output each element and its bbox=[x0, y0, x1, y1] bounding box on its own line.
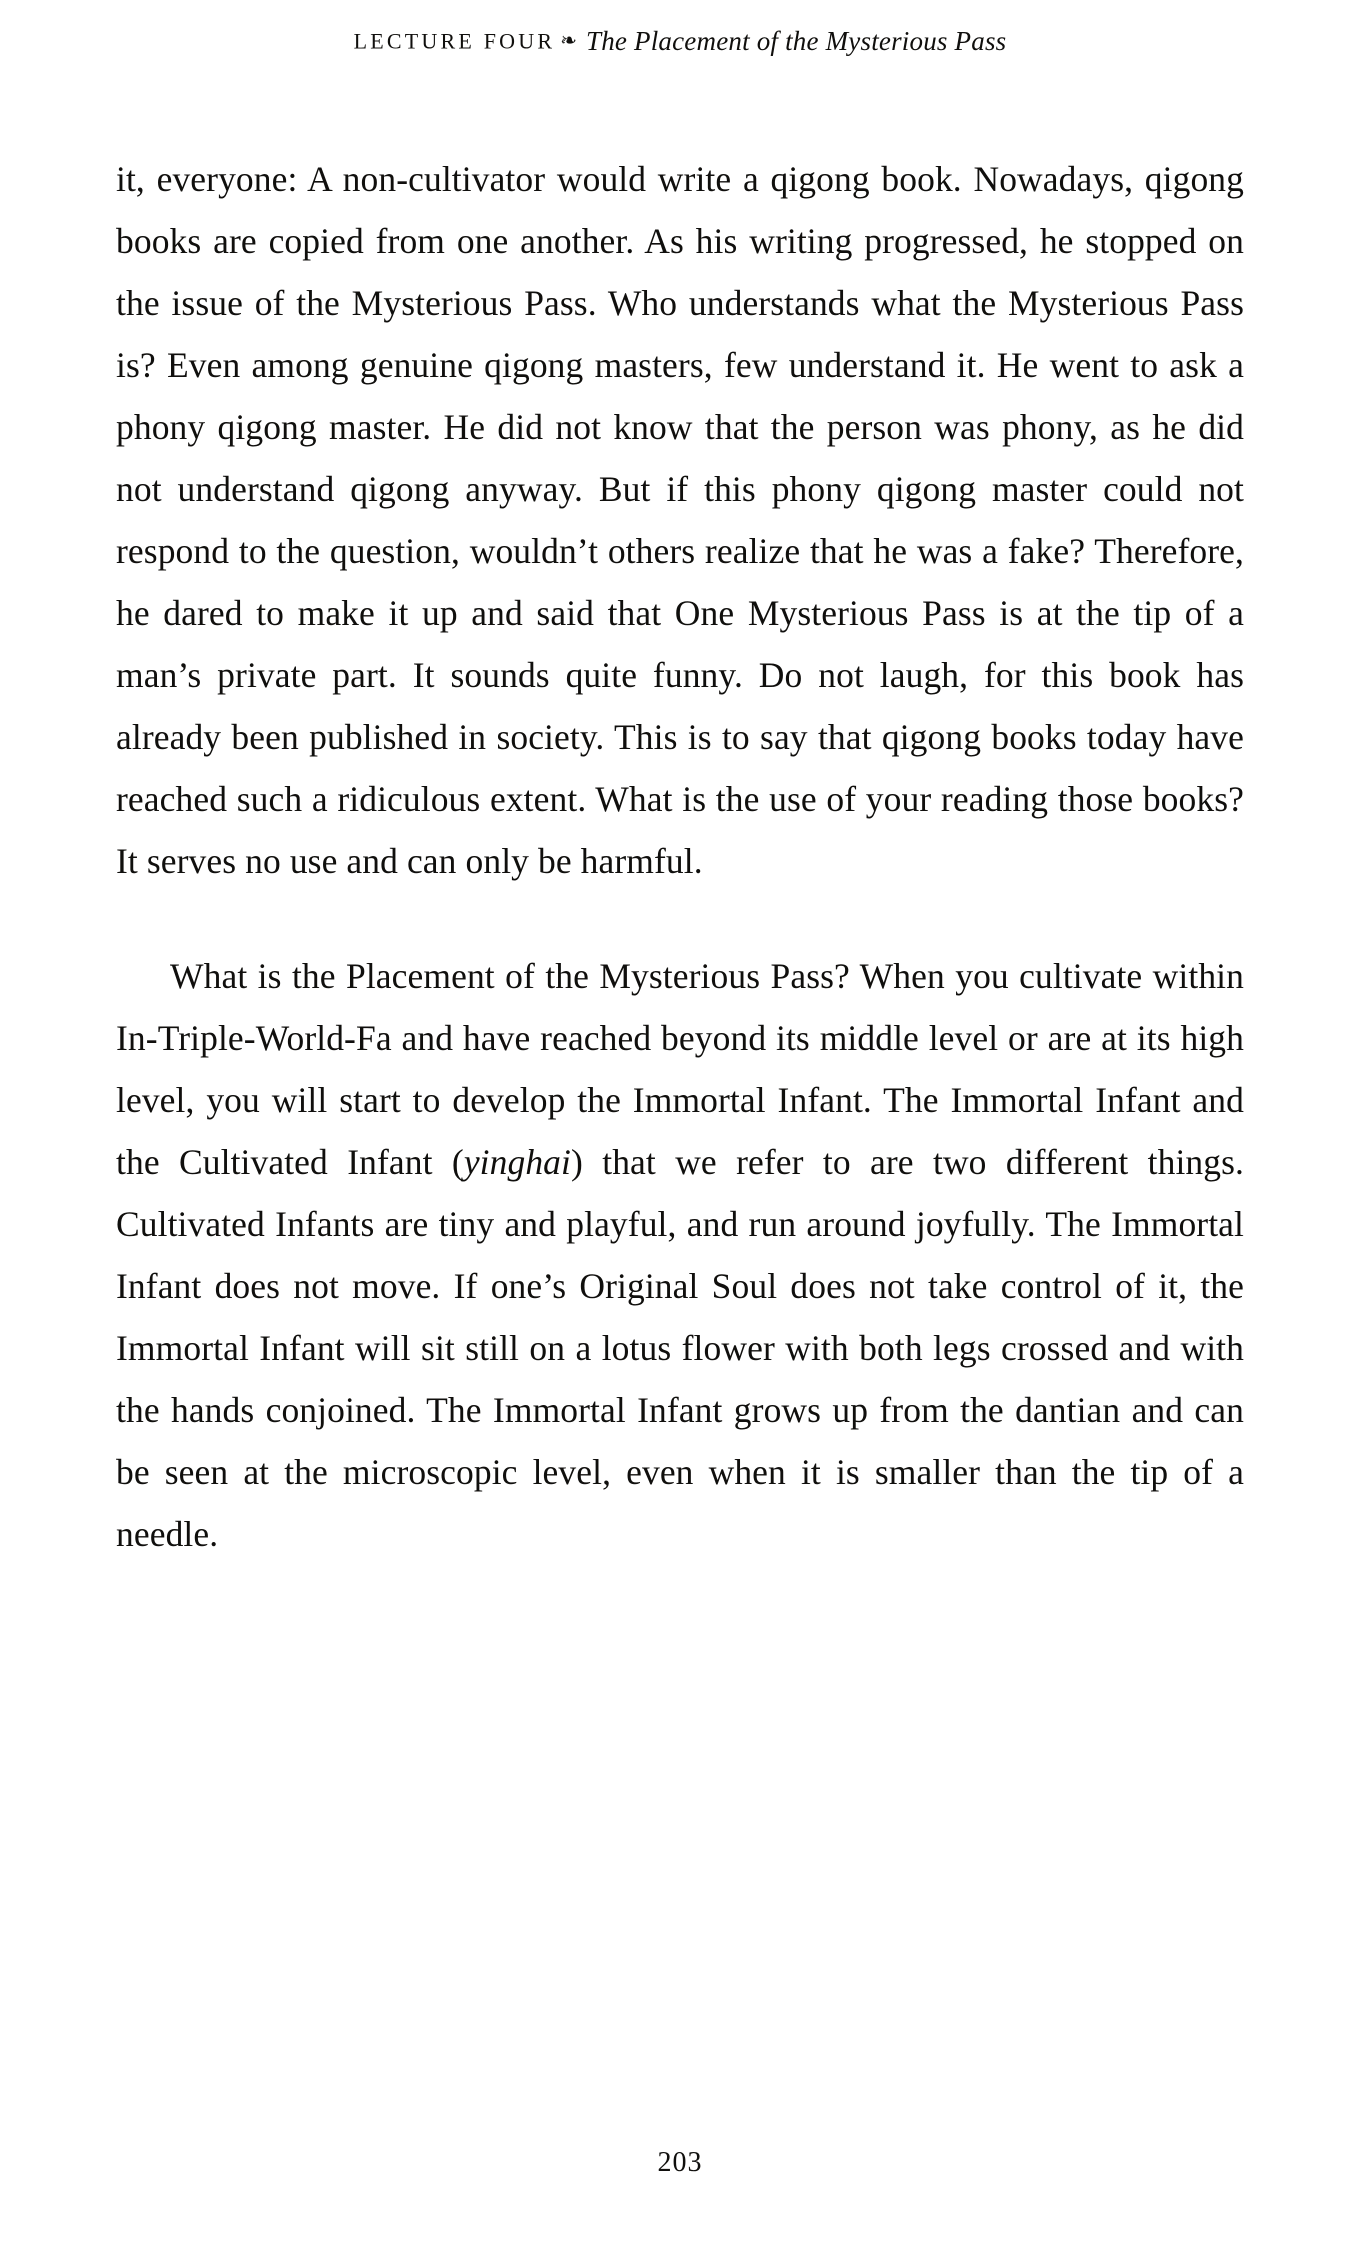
italic-term: yinghai bbox=[463, 1142, 571, 1182]
page-number: 203 bbox=[657, 2147, 703, 2178]
running-head-lecture-label: LECTURE FOUR bbox=[353, 28, 556, 54]
paragraph: What is the Placement of the Mysterious Pass? When you cultivate within In-Triple-World-Fa and have reached beyond its middle level or are at its high level, you will start to develop the Immortal Infant. The Immortal Infant and the Cultivated Infant (yinghai) that we refer to are two different things. Cultivated Infants are tiny and playful, and run around joyfully. The Immortal Infant does not move. If one’s Original Soul does not take control of it, the Immortal Infant will sit still on a lotus flower with both legs crossed and with the hands conjoined. The Immortal Infant grows up from the dantian and can be seen at the microscopic level, even when it is smaller than the tip of a needle. bbox=[116, 956, 1244, 1554]
paragraph: it, everyone: A non-cultivator would write a qigong book. Nowadays, qigong books are copied from one another. As his writing progressed, he stopped on the issue of the Mysterious Pass. Who understands what the Mysterious Pass is? Even among genuine qigong masters, few understand it. He went to ask a phony qigong master. He did not know that the person was phony, as he did not understand qigong anyway. But if this phony qigong master could not respond to the question, wouldn’t others realize that he was a fake? Therefore, he dared to make it up and said that One Mysterious Pass is at the tip of a man’s private part. It sounds quite funny. Do not laugh, for this book has already been published in society. This is to say that qigong books today have reached such a ridiculous extent. What is the use of your reading those books? It serves no use and can only be harmful. bbox=[116, 159, 1244, 881]
page-body bbox=[116, 148, 1244, 1565]
running-head-title: The Placement of the Mysterious Pass bbox=[585, 26, 1007, 56]
fleuron-ornament-icon: ❧ bbox=[560, 30, 577, 52]
running-head bbox=[0, 26, 1360, 57]
